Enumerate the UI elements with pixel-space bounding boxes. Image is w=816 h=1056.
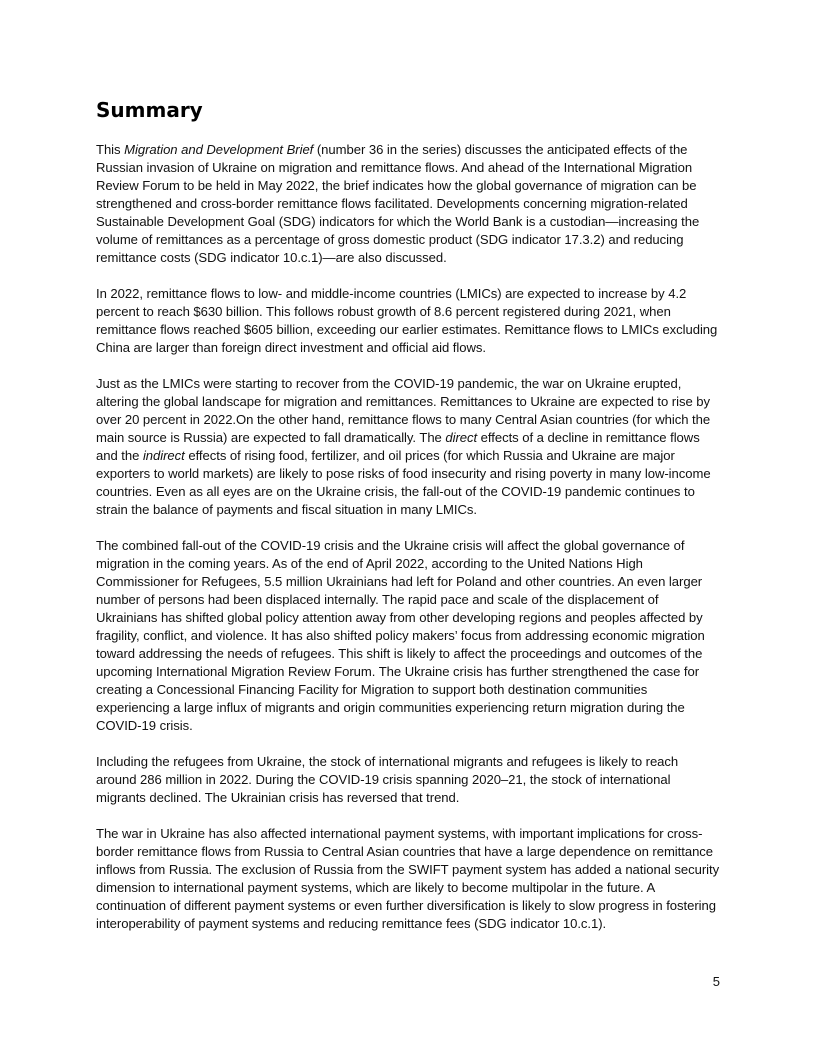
text-run: effects of a decline in remittance flows and the: [96, 430, 700, 463]
section-heading: Summary: [96, 98, 203, 122]
body-paragraph: [96, 753, 720, 807]
text-run: (number 36 in the series) discusses the anticipated effects of the Russian invasion of Ukraine on migration and remittance flows. And ahead of the International Migration Review Forum to be held in May 2022, the brief indicates how the global governance of migration can be strengthened and cross-border remittance flows facilitated. Developments concerning migration-related Sustainable Development Goal (SDG) indicators for which the World Bank is a custodian—increasing the volume of remittances as a percentage of gross domestic product (SDG indicator 17.3.2) and reducing remittance costs (SDG indicator 10.c.1)—are also discussed.: [96, 142, 700, 265]
text-run: Including the refugees from Ukraine, the stock of international migrants and refugees is likely to reach around 286 million in 2022. During the COVID-19 crisis spanning 2020–21, the stock of international migrants declined. The Ukrainian crisis has reversed that trend.: [96, 754, 679, 805]
italic-text-run: direct: [445, 430, 478, 445]
italic-text-run: Migration and Development Brief: [124, 142, 314, 157]
body-paragraph: [96, 825, 720, 933]
page-number: 5: [712, 974, 720, 989]
body-paragraph: [96, 285, 720, 357]
text-run: In 2022, remittance flows to low- and middle-income countries (LMICs) are expected to increase by 4.2 percent to reach $630 billion. This follows robust growth of 8.6 percent registered during 2021, when remittance flows reached $605 billion, exceeding our earlier estimates. Remittance flows to LMICs excluding China are larger than foreign direct investment and official aid flows.: [96, 286, 718, 355]
text-run: This: [96, 142, 125, 157]
body-paragraph: [96, 141, 720, 267]
body-paragraph: [96, 375, 720, 519]
text-run: effects of rising food, fertilizer, and oil prices (for which Russia and Ukraine are major exporters to world markets) are likely to pose risks of food insecurity and rising poverty in many low-income countries. Even as all eyes are on the Ukraine crisis, the fall-out of the COVID-19 pandemic continues to strain the balance of payments and fiscal situation in many LMICs.: [96, 448, 711, 517]
text-run: The combined fall-out of the COVID-19 crisis and the Ukraine crisis will affect the global governance of migration in the coming years. As of the end of April 2022, according to the United Nations High Commissioner for Refugees, 5.5 million Ukrainians had left for Poland and other countries. An even larger number of persons had been displaced internally. The rapid pace and scale of the displacement of Ukrainians has shifted global policy attention away from other developing regions and peoples affected by fragility, conflict, and violence. It has also shifted policy makers’ focus from addressing economic migration toward addressing the needs of refugees. This shift is likely to affect the proceedings and outcomes of the upcoming International Migration Review Forum. The Ukraine crisis has further strengthened the case for creating a Concessional Financing Facility for Migration to support both destination communities experiencing a large influx of migrants and origin communities experiencing return migration during the COVID-19 crisis.: [96, 538, 705, 733]
text-run: The war in Ukraine has also affected international payment systems, with important implications for cross-border remittance flows from Russia to Central Asian countries that have a large dependence on remittance inflows from Russia. The exclusion of Russia from the SWIFT payment system has added a national security dimension to international payment systems, which are likely to become multipolar in the future. A continuation of different payment systems or even further diversification is likely to slow progress in fostering interoperability of payment systems and reducing remittance fees (SDG indicator 10.c.1).: [96, 826, 720, 931]
italic-text-run: indirect: [142, 448, 185, 463]
summary-body: [96, 141, 720, 933]
body-paragraph: [96, 537, 720, 735]
text-run: Just as the LMICs were starting to recover from the COVID-19 pandemic, the war on Ukraine erupted, altering the global landscape for migration and remittances. Remittances to Ukraine are expected to rise by over 20 percent in 2022.On the other hand, remittance flows to many Central Asian countries (for which the main source is Russia) are expected to fall dramatically. The: [96, 376, 711, 445]
